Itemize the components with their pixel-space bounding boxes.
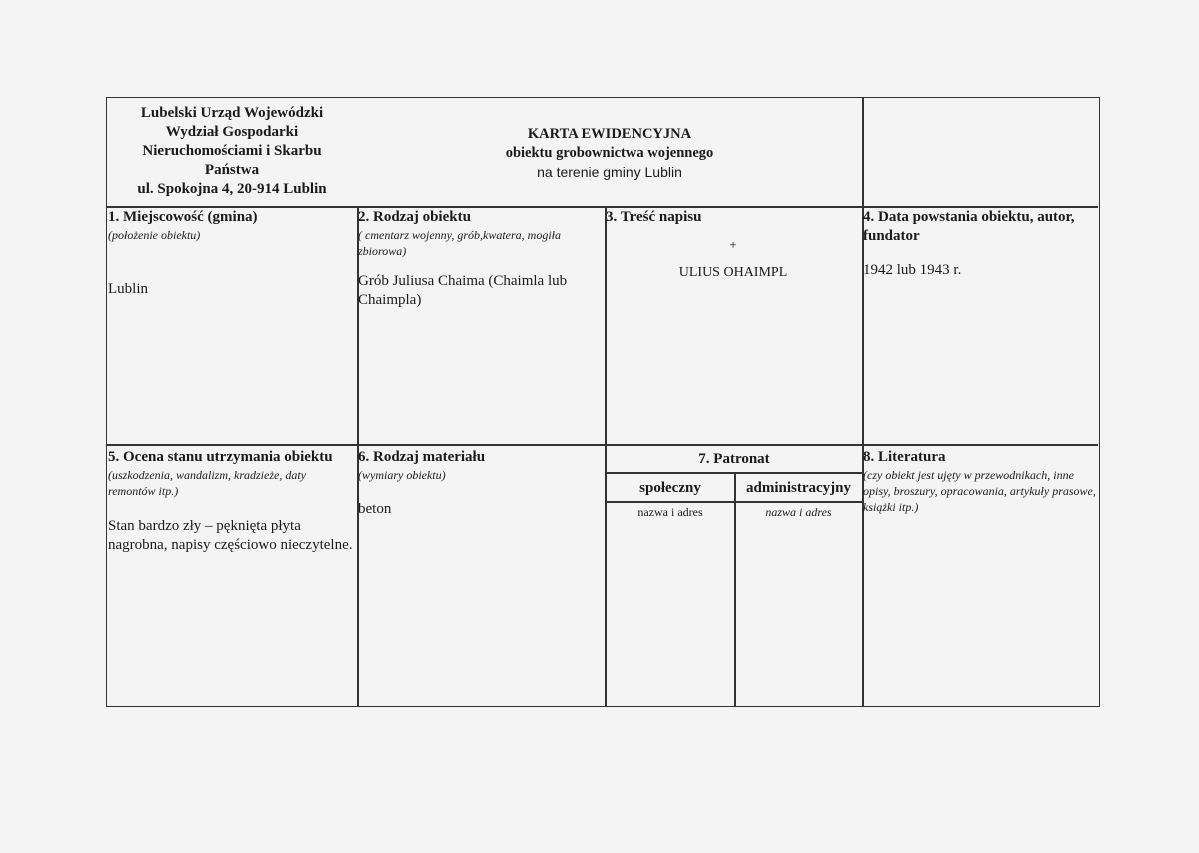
field-hint: (wymiary obiektu) (358, 468, 446, 482)
cross-symbol: + (729, 237, 737, 252)
office-line: Lubelski Urząd Wojewódzki (140, 105, 324, 121)
office-line: Wydział Gospodarki (165, 124, 299, 140)
field-hint: (położenie obiektu) (108, 228, 201, 242)
patronage-social-subheader: nazwa i adres (637, 505, 703, 519)
office-line: Nieruchomościami i Skarbu (142, 143, 322, 159)
field-value: ULIUS OHAIMPL (678, 265, 788, 280)
field-value: beton (358, 501, 392, 517)
field-value: Stan bardzo zły – pęknięta płyta nagrobna, napisy częściowo nieczytelne. (108, 518, 353, 553)
field-patronage-title: 7. Patronat (698, 451, 770, 467)
patronage-social-header: społeczny (639, 480, 701, 496)
field-object-type (358, 208, 604, 310)
field-hint: (uszkodzenia, wandalizm, kradzieże, daty remontów itp.) (108, 468, 306, 498)
divider (107, 444, 1098, 446)
field-hint: ( cmentarz wojenny, grób,kwatera, mogiła zbiorowa) (358, 228, 561, 258)
patronage-admin-subheader: nazwa i adres (765, 505, 832, 519)
field-literature (863, 448, 1099, 515)
divider (862, 98, 864, 706)
card-heading (357, 98, 862, 206)
office-address (107, 98, 357, 206)
office-line: ul. Spokojna 4, 20-914 Lublin (137, 181, 327, 197)
record-card (106, 97, 1100, 707)
field-value: 1942 lub 1943 r. (863, 262, 962, 278)
field-location (108, 208, 356, 299)
office-line: Państwa (204, 162, 260, 178)
field-title: 6. Rodzaj materiału (358, 449, 486, 465)
card-subtitle: obiektu grobownictwa wojennego (505, 145, 714, 161)
field-origin-date (863, 208, 1099, 280)
card-area: na terenie gminy Lublin (537, 164, 682, 180)
field-title: 4. Data powstania obiektu, autor, fundator (863, 209, 1075, 244)
field-value: Grób Juliusa Chaima (Chaimla lub Chaimpla) (358, 273, 568, 308)
field-value: Lublin (108, 281, 148, 297)
field-title: 2. Rodzaj obiektu (358, 209, 471, 225)
field-condition (108, 448, 356, 555)
field-material (358, 448, 604, 519)
field-title: 8. Literatura (863, 449, 946, 465)
field-title: 1. Miejscowość (gmina) (108, 209, 258, 225)
patronage-admin-header: administracyjny (746, 480, 851, 496)
field-hint: (czy obiekt jest ujęty w przewodnikach, inne opisy, broszury, opracowania, artykuły prasowe, książki itp.) (863, 468, 1096, 514)
field-title: 3. Treść napisu (606, 209, 702, 225)
card-title: KARTA EWIDENCYJNA (527, 126, 692, 142)
field-title: 5. Ocena stanu utrzymania obiektu (108, 449, 333, 465)
field-inscription (606, 208, 860, 281)
